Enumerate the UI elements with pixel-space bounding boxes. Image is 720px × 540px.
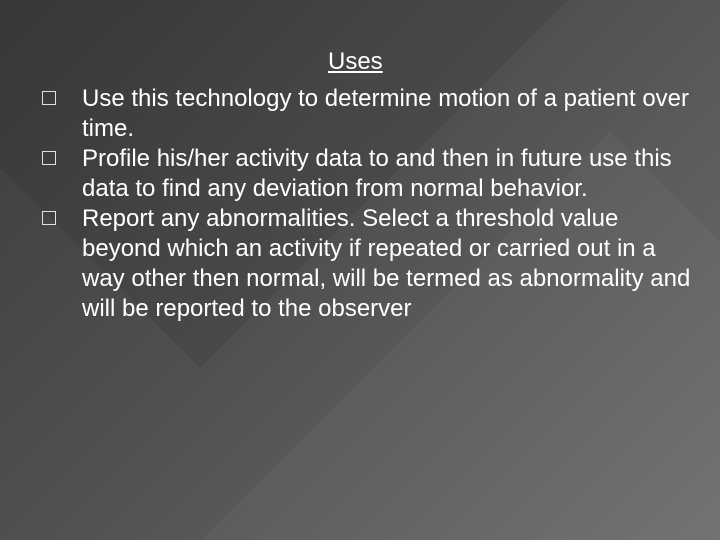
bullet-text: Use this technology to determine motion of a patient over time.	[82, 85, 690, 142]
bullet-text: Profile his/her activity data to and then in future use this data to find any deviation from normal behavior.	[82, 145, 672, 202]
bullet-list	[42, 84, 692, 324]
square-bullet-icon	[42, 151, 56, 165]
square-bullet-icon	[42, 211, 56, 225]
square-bullet-icon	[42, 91, 56, 105]
bullet-text: Report any abnormalities. Select a threshold value beyond which an activity if repeated or carried out in a way other then normal, will be termed as abnormality and will be reported to the observer	[82, 205, 691, 322]
bullet-item-2	[42, 144, 692, 204]
bullet-item-1	[42, 84, 692, 144]
slide-title: Uses	[328, 48, 383, 75]
bullet-item-3	[42, 204, 692, 324]
